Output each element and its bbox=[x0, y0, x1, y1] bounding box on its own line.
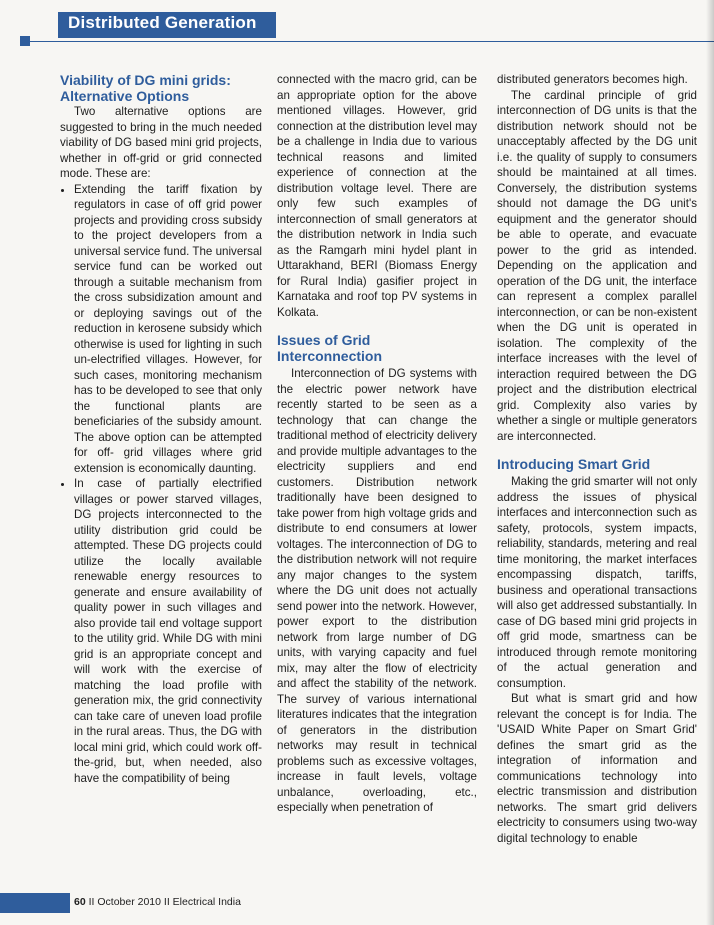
paragraph-usaid: But what is smart grid and how relevant the concept is for India. The 'USAID White Paper on Smart Grid' defines the smart grid as the integration of information and communications technology into electric transmission and distribution networks. The smart grid delivers electricity to consumers using two-way digital technology to enable bbox=[497, 692, 697, 845]
heading-smart-grid: Introducing Smart Grid bbox=[497, 456, 651, 472]
footer-bar bbox=[0, 893, 70, 913]
header-rule bbox=[30, 41, 714, 42]
footer bbox=[74, 896, 241, 908]
paragraph-smart-grid: Making the grid smarter will not only address the issues of physical interfaces and interconnection such as safety, protocols, system impacts, reliability, standards, metering and real time monitoring, the market interfaces encompassing dispatch, tariffs, business and operational transactions will also get addressed substantially. In case of DG based mini grid projects in off grid mode, smartness can be introduced through remote monitoring of the actual generation and consumption. bbox=[497, 475, 697, 690]
options-list bbox=[60, 182, 262, 787]
heading-grid-interconnection: Issues of Grid Interconnection bbox=[277, 332, 383, 364]
list-item: • Extending the tariff fixation by regulators in case of off grid power projects and providing cross subsidy to the project developers from a universal service fund. The universal service fund can be worked out through a suitable mechanism from the cross subsidization amount and or deploying savings out of the reduction in kerosene subsidy which otherwise is used for lighting in such un-electrified villages. However, for such cases, monitoring mechanism has to be developed to see that only the functional plants are beneficiaries of the subsidy amount. The above option can be attempted for off- grid villages where grid extension is economically daunting. bbox=[74, 182, 262, 477]
issue-line: II October 2010 II Electrical India bbox=[88, 896, 241, 908]
column-2 bbox=[277, 72, 477, 816]
column-3 bbox=[497, 72, 697, 846]
page-edge-shadow bbox=[706, 0, 714, 925]
paragraph-continued: connected with the macro grid, can be an appropriate option for the above mentioned villages. However, grid connection at the distribution level may be a challenge in India due to various technical reasons and limited experience of connection at the distribution voltage level. There are only few such examples of interconnection of small generators at the distribution network in India such as the Ramgarh mini hydel plant in Uttarakhand, BERI (Biomass Energy for Rural India) gasifier project in Karnataka and roof top PV systems in Kolkata. bbox=[277, 73, 477, 319]
heading-viability: Viability of DG mini grids: Alternative Options bbox=[60, 72, 231, 104]
header-marker bbox=[20, 36, 30, 46]
page-number: 60 bbox=[74, 896, 86, 908]
paragraph-cardinal-principle: The cardinal principle of grid interconnection of DG units is that the distribution network should not be unacceptably affected by the DG unit i.e. the quality of supply to consumers should be maintained at all times. Conversely, the distribution systems should not damage the DG unit's equipment and the generator should be able to operate, and evacuate power to the grid as intended. Depending on the application and operation of the DG unit, the interface can represent a complex parallel interconnection, or can be non-existent when the DG unit is operated in isolation. The complexity of the interface increases with the level of interaction required between the DG project and the distribution electrical grid. Complexity also varies by whether a single or multiple generators are interconnected. bbox=[497, 88, 697, 443]
list-item: • In case of partially electrified villages or power starved villages, DG projects interconnected to the utility distribution grid could be attempted. These DG projects could utilize the locally available renewable energy resources to generate and ensure availability of quality power in such villages and also provide tail end voltage support to the utility grid. While DG with mini grid is an appropriate concept and will work with the exercise of matching the load profile with generation mix, the grid connectivity can take care of uneven load profile in the rural areas. Thus, the DG with local mini grid, which could work off-the-grid, but, when needed, also have the compatibility of being bbox=[74, 476, 262, 786]
column-1 bbox=[60, 72, 262, 786]
paragraph-continued: distributed generators becomes high. bbox=[497, 73, 688, 86]
paragraph-intro: Two alternative options are suggested to bring in the much needed viability of DG based mini grid projects, whether in off-grid or grid connected mode. These are: bbox=[60, 105, 262, 180]
section-title: Distributed Generation bbox=[68, 13, 257, 32]
paragraph-interconnection: Interconnection of DG systems with the electric power network have recently started to be seen as a technology that can change the traditional method of electricity delivery and provide multiple advantages to the electricity suppliers and end customers. Distribution network traditionally have been designed to take power from high voltage grids and distribute to end consumers at lower voltages. The interconnection of DG to the distribution network will not require any major changes to the system where the DG unit does not actually send power into the network. However, power export to the distribution network from large number of DG units, with varying capacity and fuel mix, may alter the flow of electricity and affect the stability of the network. The survey of various international literatures indicates that the integration of generators in the distribution networks may result in technical problems such as excessive voltages, increase in fault levels, voltage unbalance, overloading, etc., especially when penetration of bbox=[277, 367, 477, 814]
